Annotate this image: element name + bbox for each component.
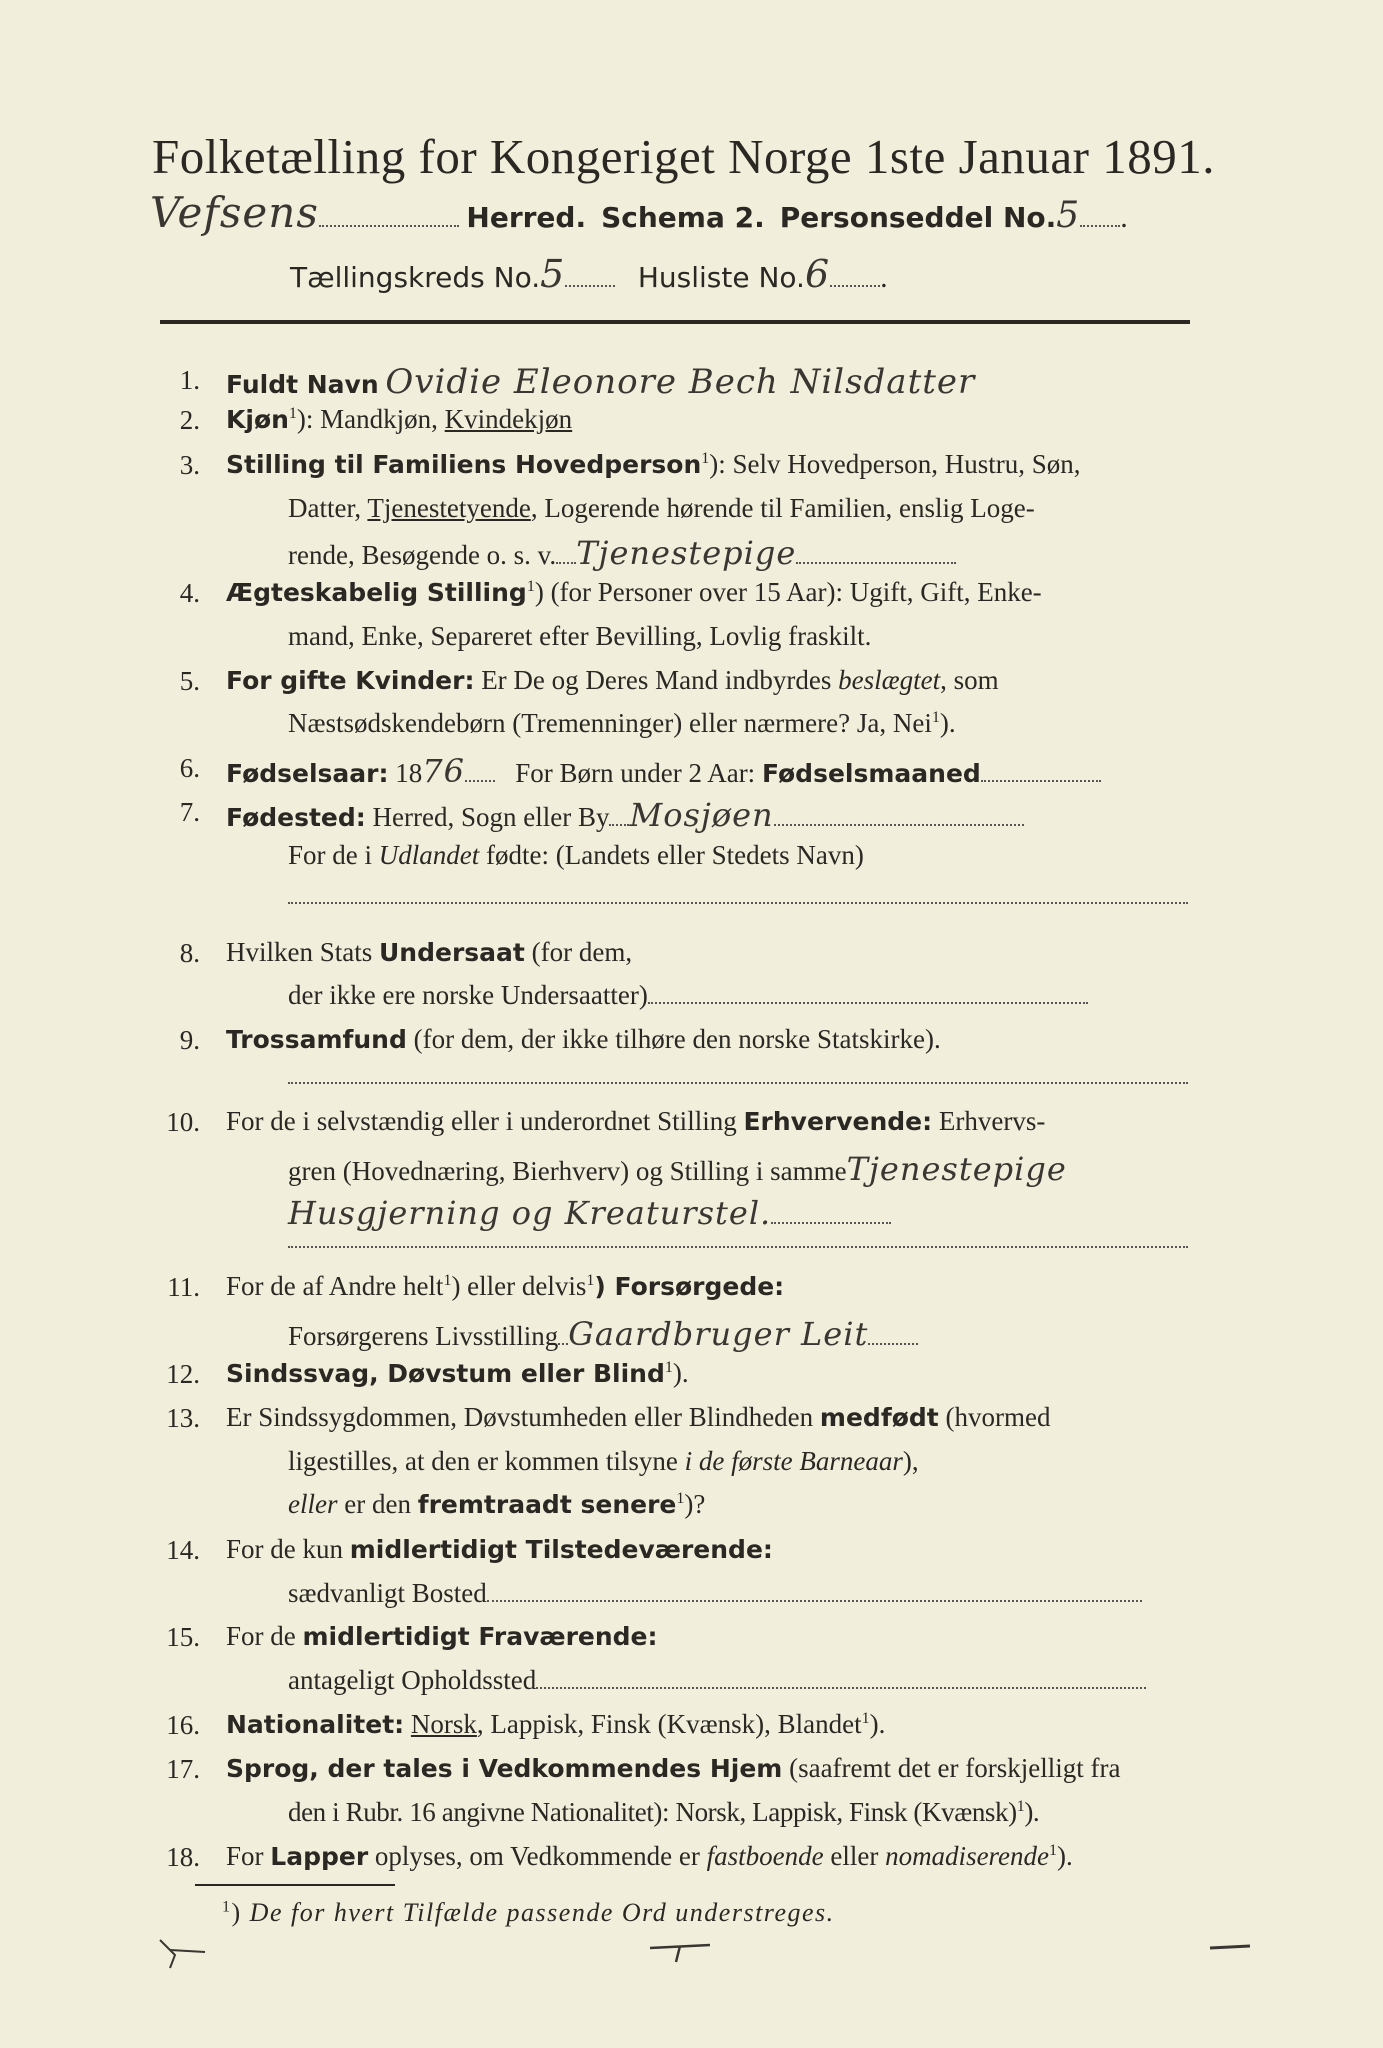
q13-line-a (226, 1402, 1050, 1433)
q2-text: ): Mandkjøn, (296, 404, 445, 434)
q17-text-b: den i Rubr. 16 angivne Nationalitet): Norsk, Lappisk, Finsk (Kvænsk) (288, 1797, 1017, 1827)
q17-line-a (226, 1753, 1120, 1784)
footnote: $^1$) De for hvert Tilfælde passende Ord understreges. (222, 1898, 835, 1927)
q10-blank-line (288, 1242, 1188, 1248)
q6-label2: Fødselsmaaned (761, 759, 981, 788)
q2-line (226, 404, 572, 435)
q13-text-c2: )? (684, 1489, 706, 1519)
q7-blank-line (288, 898, 1188, 904)
q12-sup: 1 (664, 1359, 673, 1376)
form-title: Folketælling for Kongeriget Norge 1ste Januar 1891. (152, 129, 1215, 184)
q18-line: For Lapper oplyses, om Vedkommende er fastboende eller nomadiserende$^1$). (226, 1841, 1073, 1871)
q18-label: Lapper (270, 1842, 369, 1871)
q7-line-a (226, 796, 1024, 834)
q18-italic-2: nomadiserende (885, 1841, 1050, 1871)
q16-sup: 1 (861, 1710, 870, 1727)
header-row-1: Vefsens Herred. Schema 2. Personseddel No.5 . (150, 188, 1128, 237)
q12-label: Sindssvag, Døvstum eller Blind (226, 1359, 665, 1388)
q13-text-b2: ), (902, 1446, 919, 1476)
q11-sup-2: 1 (586, 1272, 595, 1289)
q15-line-b (288, 1665, 1146, 1696)
q11-label: ) Forsørgede: (594, 1272, 785, 1301)
q16-label: Nationalitet: (226, 1710, 405, 1739)
kreds-label: Tællingskreds No. (290, 261, 541, 294)
q13-text-a: Er Sindssygdommen, Døvstumheden eller Blindheden (226, 1402, 820, 1432)
q15-number: 15. (166, 1622, 200, 1652)
q11-sup-1: 1 (443, 1272, 452, 1289)
q7-text-b1: For de i (288, 840, 379, 870)
q12-line (226, 1358, 689, 1389)
header-rule (160, 320, 1190, 324)
q14-line-a (226, 1534, 773, 1565)
q7-line-b (288, 840, 864, 871)
q6-text: For Børn under 2 Aar: (515, 758, 762, 788)
q14-number: 14. (166, 1535, 200, 1565)
q8-text-b: der ikke ere norske Undersaatter) (288, 980, 648, 1010)
q11-line-b (288, 1315, 918, 1353)
q14-text-b: sædvanligt Bosted (288, 1578, 487, 1608)
q3-text-a: ): Selv Hovedperson, Hustru, Søn, (709, 449, 1081, 479)
q8-text-a1: Hvilken Stats (226, 937, 379, 967)
q7-value: Mosjøen (629, 796, 774, 834)
q4-line-b: mand, Enke, Separeret efter Bevilling, Lovlig fraskilt. (288, 621, 872, 651)
q15-label: midlertidigt Fraværende: (302, 1622, 658, 1651)
q7-text-italic: Udlandet (378, 840, 480, 870)
q8-line-b (288, 980, 1088, 1011)
q11-text-a2: ) eller delvis (451, 1271, 587, 1301)
q17-number: 17. (166, 1754, 200, 1784)
q6-number: 6. (179, 753, 200, 783)
q17-label: Sprog, der tales i Vedkommendes Hjem (226, 1754, 783, 1783)
q10-text-a2: Erhvervs- (932, 1106, 1046, 1136)
q1-number: 1. (179, 365, 200, 395)
q7-number: 7. (179, 797, 200, 827)
q12-text: ). (672, 1358, 689, 1388)
q16-number: 16. (166, 1710, 200, 1740)
q13-text-c-italic: eller (288, 1489, 338, 1519)
q15-text-b: antageligt Opholdssted (288, 1665, 537, 1695)
q18-text-a: For (226, 1841, 271, 1871)
q3-sup: 1 (701, 450, 710, 467)
q16-underlined: Norsk (410, 1709, 477, 1739)
q5-text-italic: beslægtet (838, 665, 941, 695)
q5-label: For gifte Kvinder: (226, 666, 475, 695)
q5-line-a (226, 665, 999, 696)
q10-line-b (288, 1150, 1067, 1188)
q3-underlined: Tjenestetyende (367, 493, 531, 523)
q5-line-b: Næstsødskendebørn (Tremenninger) eller nærmere? Ja, Nei$^1$). (288, 708, 956, 738)
footnote-text: De for hvert Tilfælde passende Ord understreges. (249, 1898, 835, 1927)
personseddel-label: Personseddel No. (779, 201, 1057, 234)
q4-line-a (226, 577, 1042, 608)
q17-sup: 1 (1016, 1798, 1025, 1815)
husliste-value: 6 (804, 252, 831, 296)
q3-text-c: rende, Besøgende o. s. v. (288, 540, 557, 570)
q13-text-b1: ligestilles, at den er kommen tilsyne (288, 1446, 685, 1476)
q18-sup: 1 (1049, 1842, 1058, 1859)
q16-line: Nationalitet: Norsk, Lappisk, Finsk (Kvænsk), Blandet$^1$). (226, 1709, 886, 1739)
q11-line-a (226, 1271, 784, 1302)
q16-text: , Lappisk, Finsk (Kvænsk), Blandet (476, 1709, 862, 1739)
q1-label: Fuldt Navn (226, 370, 379, 399)
q10-line-c (288, 1194, 891, 1232)
q9-blank-line (288, 1078, 1188, 1084)
q8-number: 8. (179, 938, 200, 968)
q5-number: 5. (179, 666, 200, 696)
q13-text-a2: (hvormed (938, 1402, 1051, 1432)
q13-text-c1: er den (337, 1489, 418, 1519)
q18-text-a2: oplyses, om Vedkommende er (368, 1841, 707, 1871)
q4-sup: 1 (526, 578, 535, 595)
q1-value: Ovidie Eleonore Bech Nilsdatter (385, 362, 976, 402)
q8-line-a (226, 937, 632, 968)
q3-text-b1: Datter, (288, 493, 368, 523)
q3-line-b (288, 493, 1035, 524)
schema-label: Schema 2. (601, 201, 765, 234)
q3-line-a (226, 449, 1081, 480)
q10-value-c: Husgjerning og Kreaturstel. (288, 1194, 772, 1232)
q10-value-b: Tjenestepige (846, 1150, 1067, 1188)
q15-line-a (226, 1621, 658, 1652)
q8-label: Undersaat (379, 938, 525, 967)
q2-underlined: Kvindekjøn (444, 404, 573, 434)
herred-value: Vefsens (150, 188, 319, 237)
q5-text-a2: , som (940, 665, 999, 695)
q10-line-a (226, 1106, 1045, 1137)
q12-number: 12. (166, 1359, 200, 1389)
q3-value: Tjenestepige (576, 534, 797, 572)
q7-text-a: Herred, Sogn eller By (365, 802, 610, 832)
q7-label: Fødested: (226, 803, 366, 832)
q13-line-b (288, 1446, 919, 1477)
q13-label: medfødt (819, 1403, 939, 1432)
footnote-sup: 1 (222, 1898, 232, 1916)
kreds-value: 5 (540, 252, 566, 296)
footnote-rule (195, 1884, 395, 1886)
q15-text-a: For de (226, 1621, 303, 1651)
q18-number: 18. (166, 1842, 200, 1872)
q2-label: Kjøn (226, 405, 289, 434)
q17-text-a: (saafremt det er forskjelligt fra (782, 1753, 1121, 1783)
q11-value: Gaardbruger Leit (568, 1315, 869, 1353)
q4-text-a: ) (for Personer over 15 Aar): Ugift, Gift, Enke- (534, 577, 1042, 607)
q6-value: 76 (422, 752, 465, 790)
q11-number: 11. (167, 1272, 200, 1302)
q9-line (226, 1024, 941, 1055)
q4-number: 4. (179, 578, 200, 608)
q18-text-a3: eller (823, 1841, 886, 1871)
q13-text-italic: i de første Barneaar (684, 1446, 903, 1476)
q9-text: (for dem, der ikke tilhøre den norske Statskirke). (406, 1024, 941, 1054)
q5-text-b: Næstsødskendebørn (Tremenninger) eller nærmere? Ja, Nei (288, 708, 932, 738)
q14-text-a: For de kun (226, 1534, 350, 1564)
q3-line-c (288, 534, 956, 572)
bottom-pen-marks (150, 1930, 1250, 1980)
q1-line (226, 362, 975, 402)
q3-number: 3. (179, 450, 200, 480)
q5-sup: 1 (931, 709, 940, 726)
q6-label: Fødselsaar: (226, 759, 389, 788)
q17-line-b: den i Rubr. 16 angivne Nationalitet): Norsk, Lappisk, Finsk (Kvænsk)$^1$). (288, 1797, 1040, 1827)
q10-number: 10. (166, 1107, 200, 1137)
q2-number: 2. (179, 405, 200, 435)
q3-text-b2: , Logerende hørende til Familien, enslig Loge- (530, 493, 1035, 523)
q14-line-b (288, 1578, 1142, 1609)
q6-line (226, 752, 1101, 790)
personseddel-value: 5 (1056, 195, 1081, 236)
q9-label: Trossamfund (226, 1025, 407, 1054)
husliste-label: Husliste No. (637, 261, 805, 294)
header-row-2: Tællingskreds No.5 Husliste No.6 . (290, 252, 888, 296)
q13-sup: 1 (676, 1490, 685, 1507)
q18-italic-1: fastboende (706, 1841, 824, 1871)
q11-text-a: For de af Andre helt (226, 1271, 444, 1301)
q11-text-b: Forsørgerens Livsstilling (288, 1321, 559, 1351)
q5-text-a1: Er De og Deres Mand indbyrdes (474, 665, 839, 695)
q10-text-a: For de i selvstændig eller i underordnet Stilling (226, 1106, 744, 1136)
q13-label2: fremtraadt senere (417, 1490, 677, 1519)
q8-text-a2: (for dem, (524, 937, 633, 967)
q13-line-c (288, 1489, 705, 1520)
q9-number: 9. (179, 1025, 200, 1055)
q10-label: Erhvervende: (743, 1107, 933, 1136)
q4-label: Ægteskabelig Stilling (226, 578, 527, 607)
q3-label: Stilling til Familiens Hovedperson (226, 450, 702, 479)
q7-text-b2: fødte: (Landets eller Stedets Navn) (479, 840, 864, 870)
q2-sup: 1 (288, 405, 297, 422)
q14-label: midlertidigt Tilstedeværende: (349, 1535, 773, 1564)
q6-prefix: 18 (395, 758, 423, 788)
herred-label: Herred. (466, 201, 587, 234)
q13-number: 13. (166, 1403, 200, 1433)
q10-text-b: gren (Hovednæring, Bierhverv) og Stilling i samme (288, 1156, 847, 1186)
